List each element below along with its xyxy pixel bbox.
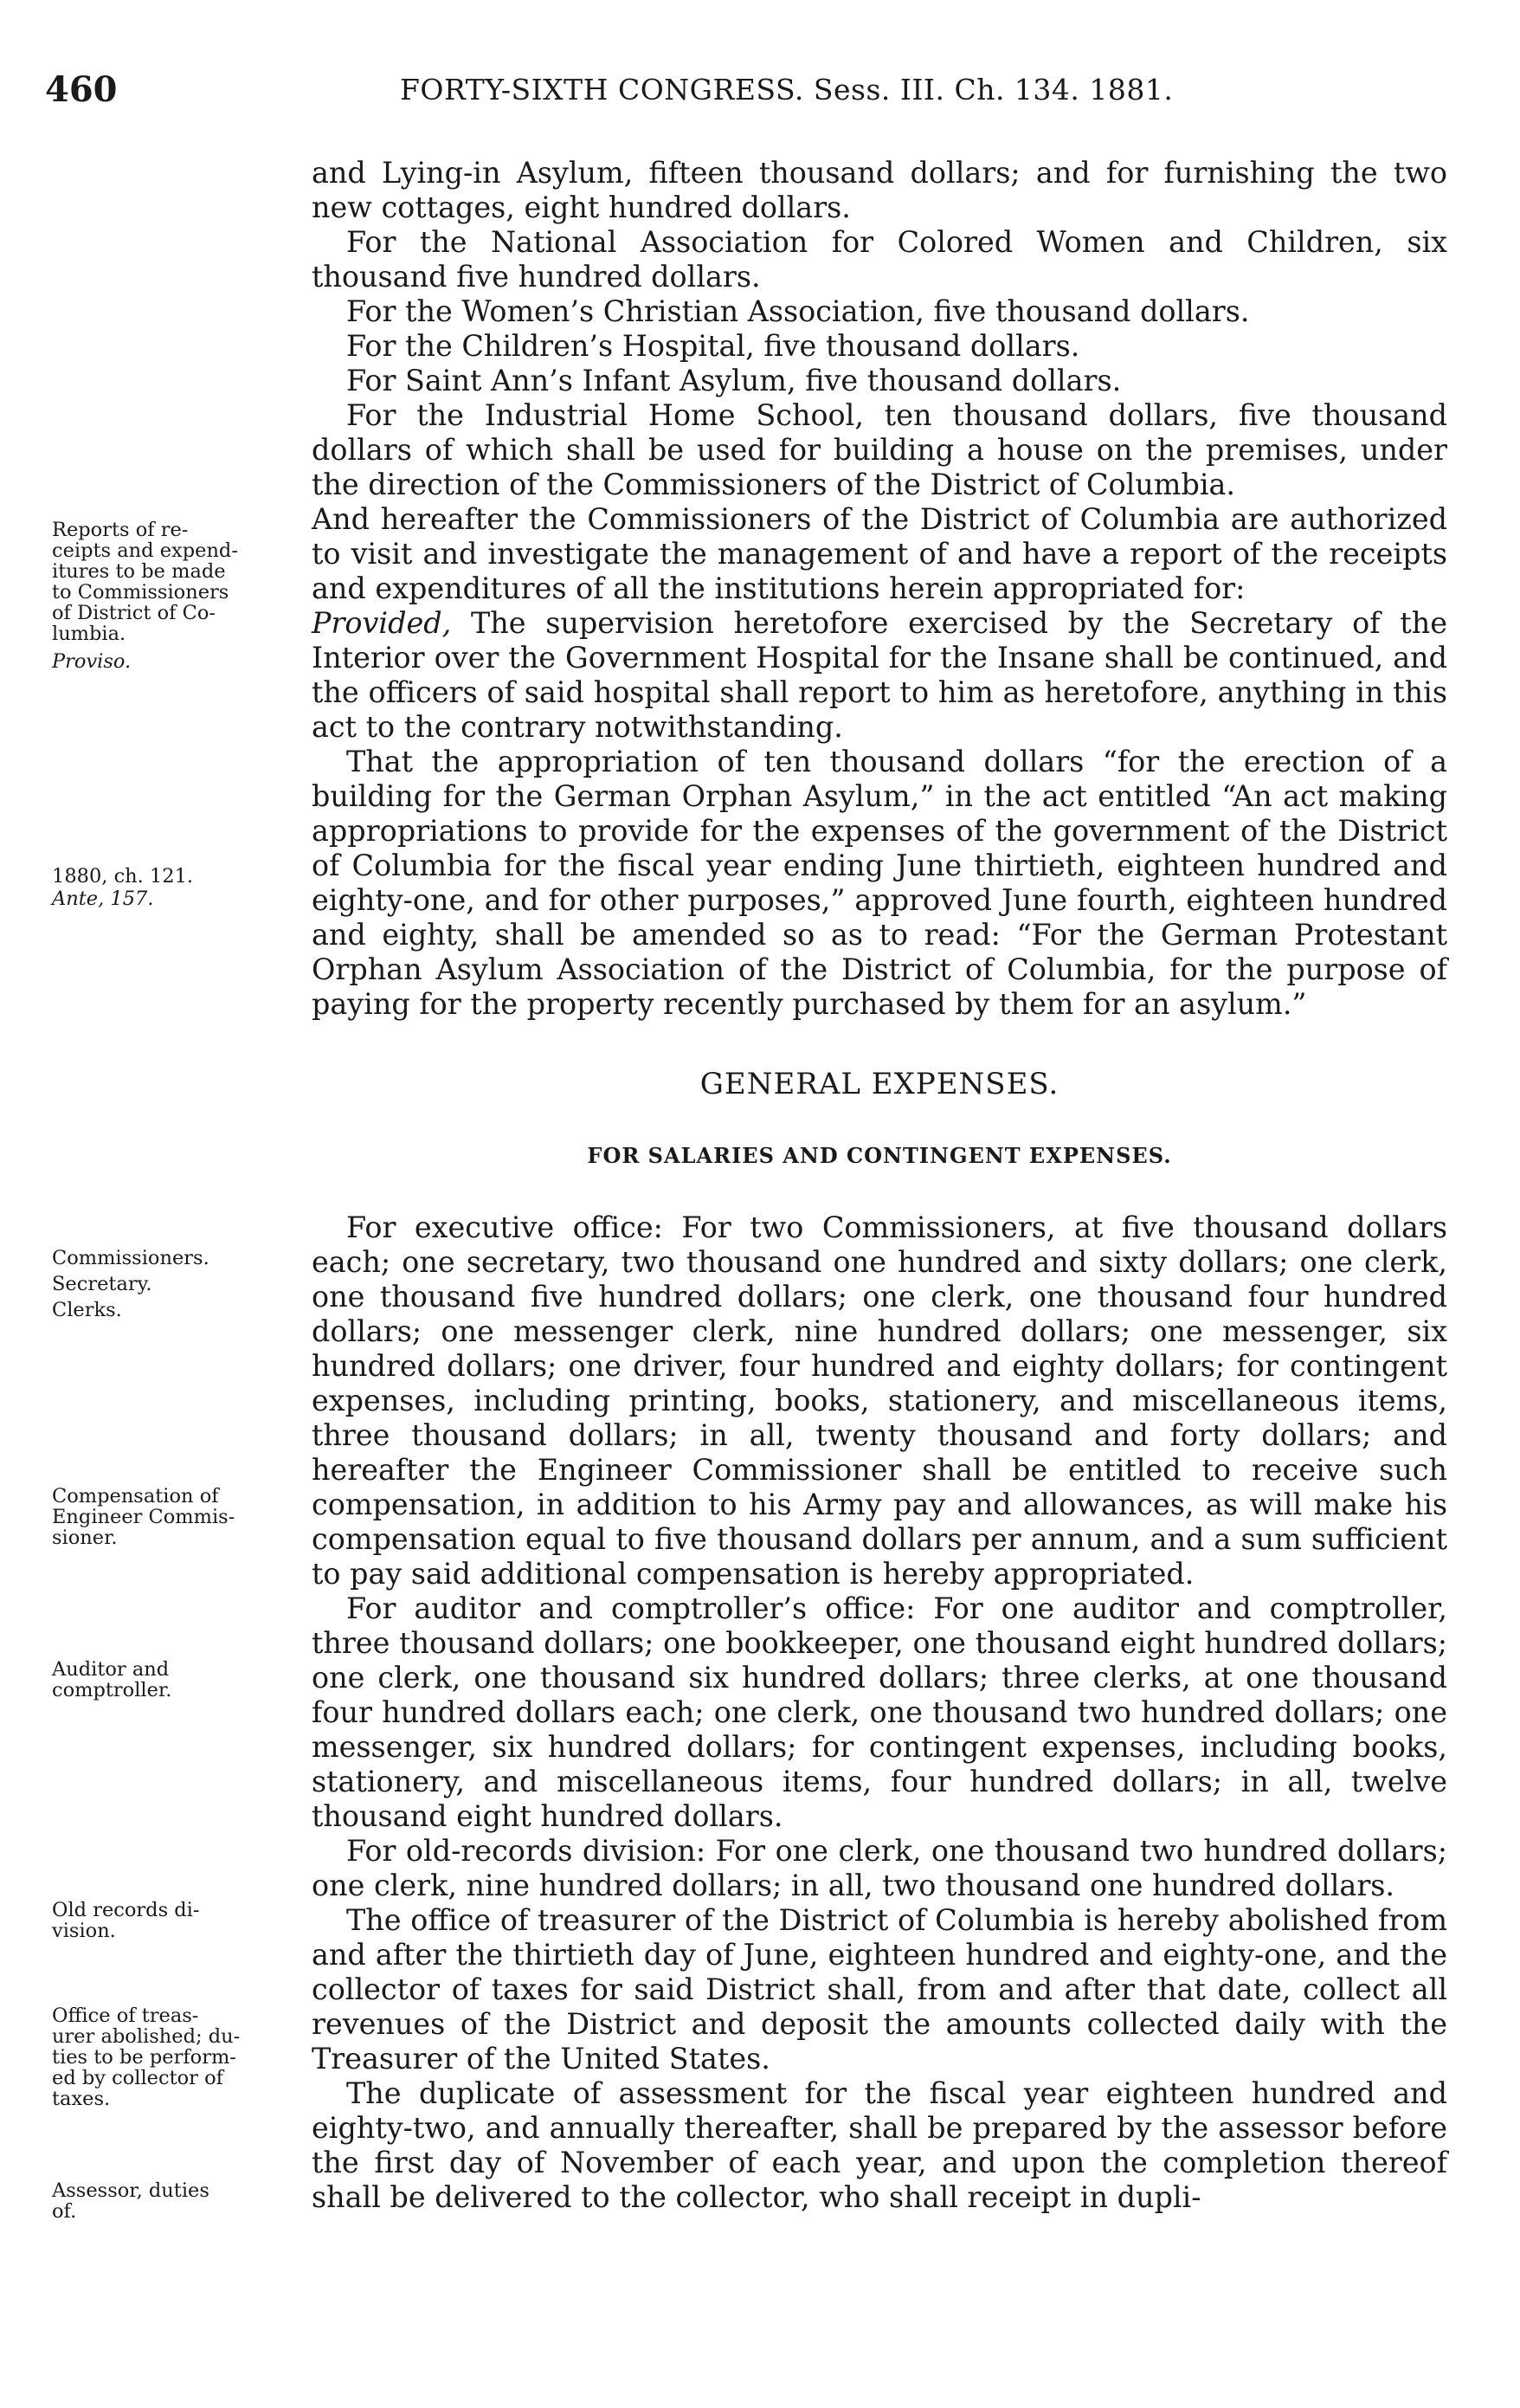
paragraph: For old-records division: For one clerk, one thousand two hundred dollars; one clerk, nine hundred dollars; in all, two thousand one hundred dollars. — [312, 1834, 1447, 1902]
subheading: FOR SALARIES AND CONTINGENT EXPENSES. — [587, 1143, 1172, 1168]
paragraph: That the appropriation of ten thousand dollars “for the erection of a building for the German Orphan Asylum,” in the act entitled “An act making appropriations to provide for the expenses of the government of the District of Columbia for the fiscal year ending June thirtieth, eighteen hundred and eighty-one, and for other purposes,” approved June fourth, eighteen hundred and eighty, shall be amended so as to read: “For the German Protestant Orphan Asylum Association of the District of Columbia, for the purpose of paying for the property recently purchased by them for an asylum.” — [312, 745, 1447, 1021]
margin-note-assessor: Assessor, duties of. — [52, 2179, 209, 2223]
paragraph: The office of treasurer of the District of Columbia is hereby abolished from and after the thirtieth day of June, eighteen hundred and eighty-one, and the collector of taxes for said District shall, from and after that date, collect all revenues of the District and deposit the amounts collected daily with the Treasurer of the United States. — [312, 1903, 1447, 2076]
main-text-column — [312, 156, 1447, 2215]
paragraph: The duplicate of assessment for the fiscal year eighteen hundred and eighty-two, and annually thereafter, shall be prepared by the assessor before the first day of November of each year, and upon the completion thereof shall be delivered to the collector, who shall receipt in dupli- — [312, 2076, 1447, 2214]
paragraph: For Saint Ann’s Infant Asylum, five thousand dollars. — [346, 364, 1122, 397]
proviso-paragraph — [312, 606, 1447, 745]
section-heading: GENERAL EXPENSES. — [699, 1067, 1059, 1101]
margin-note-ante: Ante, 157. — [52, 888, 154, 910]
margin-note-treasurer: Office of treas- urer abolished; du- ties to be perform- ed by collector of taxes. — [52, 2005, 241, 2110]
margin-note-auditor: Auditor and comptroller. — [52, 1658, 172, 1701]
margin-note-old-records: Old records di- vision. — [52, 1899, 200, 1942]
paragraph: For the Industrial Home School, ten thousand dollars, five thousand dollars of which shall be used for building a house on the premises, under the direction of the Commissioners of the District of Columbia. — [312, 398, 1447, 501]
proviso-italic: Provided, — [312, 606, 452, 640]
paragraph: For executive office: For two Commissioners, at five thousand dollars each; one secretary, two thousand one hundred and sixty dollars; one clerk, one thousand five hundred dollars; one clerk, one thousand four hundred dollars; one messenger clerk, nine hundred dollars; one messenger, six hundred dollars; one driver, four hundred and eighty dollars; for contingent expenses, including printing, books, stationery, and miscellaneous items, three thousand dollars; in all, twenty thousand and forty dollars; and hereafter the Engineer Commissioner shall be entitled to receive such compensation, in addition to his Army pay and allowances, as will make his compensation equal to five thousand dollars per annum, and a sum sufficient to pay said additional compensation is hereby appropriated. — [312, 1210, 1447, 1591]
proviso-text: The supervision heretofore exercised by the Secretary of the Interior over the Government Hospital for the Insane shall be continued, and the officers of said hospital shall report to him as heretofore, anything in this act to the contrary notwithstanding. — [312, 606, 1447, 744]
margin-note-citation: 1880, ch. 121. — [52, 865, 194, 888]
margin-note-proviso: Proviso. — [52, 650, 132, 673]
margin-note-reports: Reports of re- ceipts and expend- itures to be made to Commissioners of District of Co- lumbia. — [52, 519, 238, 645]
paragraph: For auditor and comptroller’s office: For one auditor and comptroller, three thousand dollars; one bookkeeper, one thousand eight hundred dollars; one clerk, one thousand six hundred dollars; three clerks, at one thousand four hundred dollars each; one clerk, one thousand two hundred dollars; one messenger, six hundred dollars; for contingent expenses, including books, stationery, and miscellaneous items, four hundred dollars; in all, twelve thousand eight hundred dollars. — [312, 1591, 1447, 1833]
paragraph: For the Women’s Christian Association, five thousand dollars. — [346, 294, 1250, 328]
paragraph: For the Children’s Hospital, five thousand dollars. — [346, 329, 1080, 363]
margin-note-commissioners: Commissioners. Secretary. Clerks. — [52, 1247, 209, 1321]
paragraph: And hereafter the Commissioners of the District of Columbia are authorized to visit and investigate the management of and have a report of the receipts and expenditures of all the institutions herein appropriated for: — [312, 502, 1447, 605]
paragraph: and Lying-in Asylum, fifteen thousand dollars; and for furnishing the two new cottages, eight hundred dollars. — [312, 156, 1447, 224]
page-number: 460 — [45, 69, 118, 110]
margin-note-compensation: Compensation of Engineer Commis- sioner. — [52, 1485, 235, 1549]
paragraph: For the National Association for Colored Women and Children, six thousand five hundred dollars. — [312, 225, 1447, 294]
running-title: FORTY-SIXTH CONGRESS. Sess. III. Ch. 134. 1881. — [400, 73, 1174, 107]
page-header — [45, 69, 1447, 121]
